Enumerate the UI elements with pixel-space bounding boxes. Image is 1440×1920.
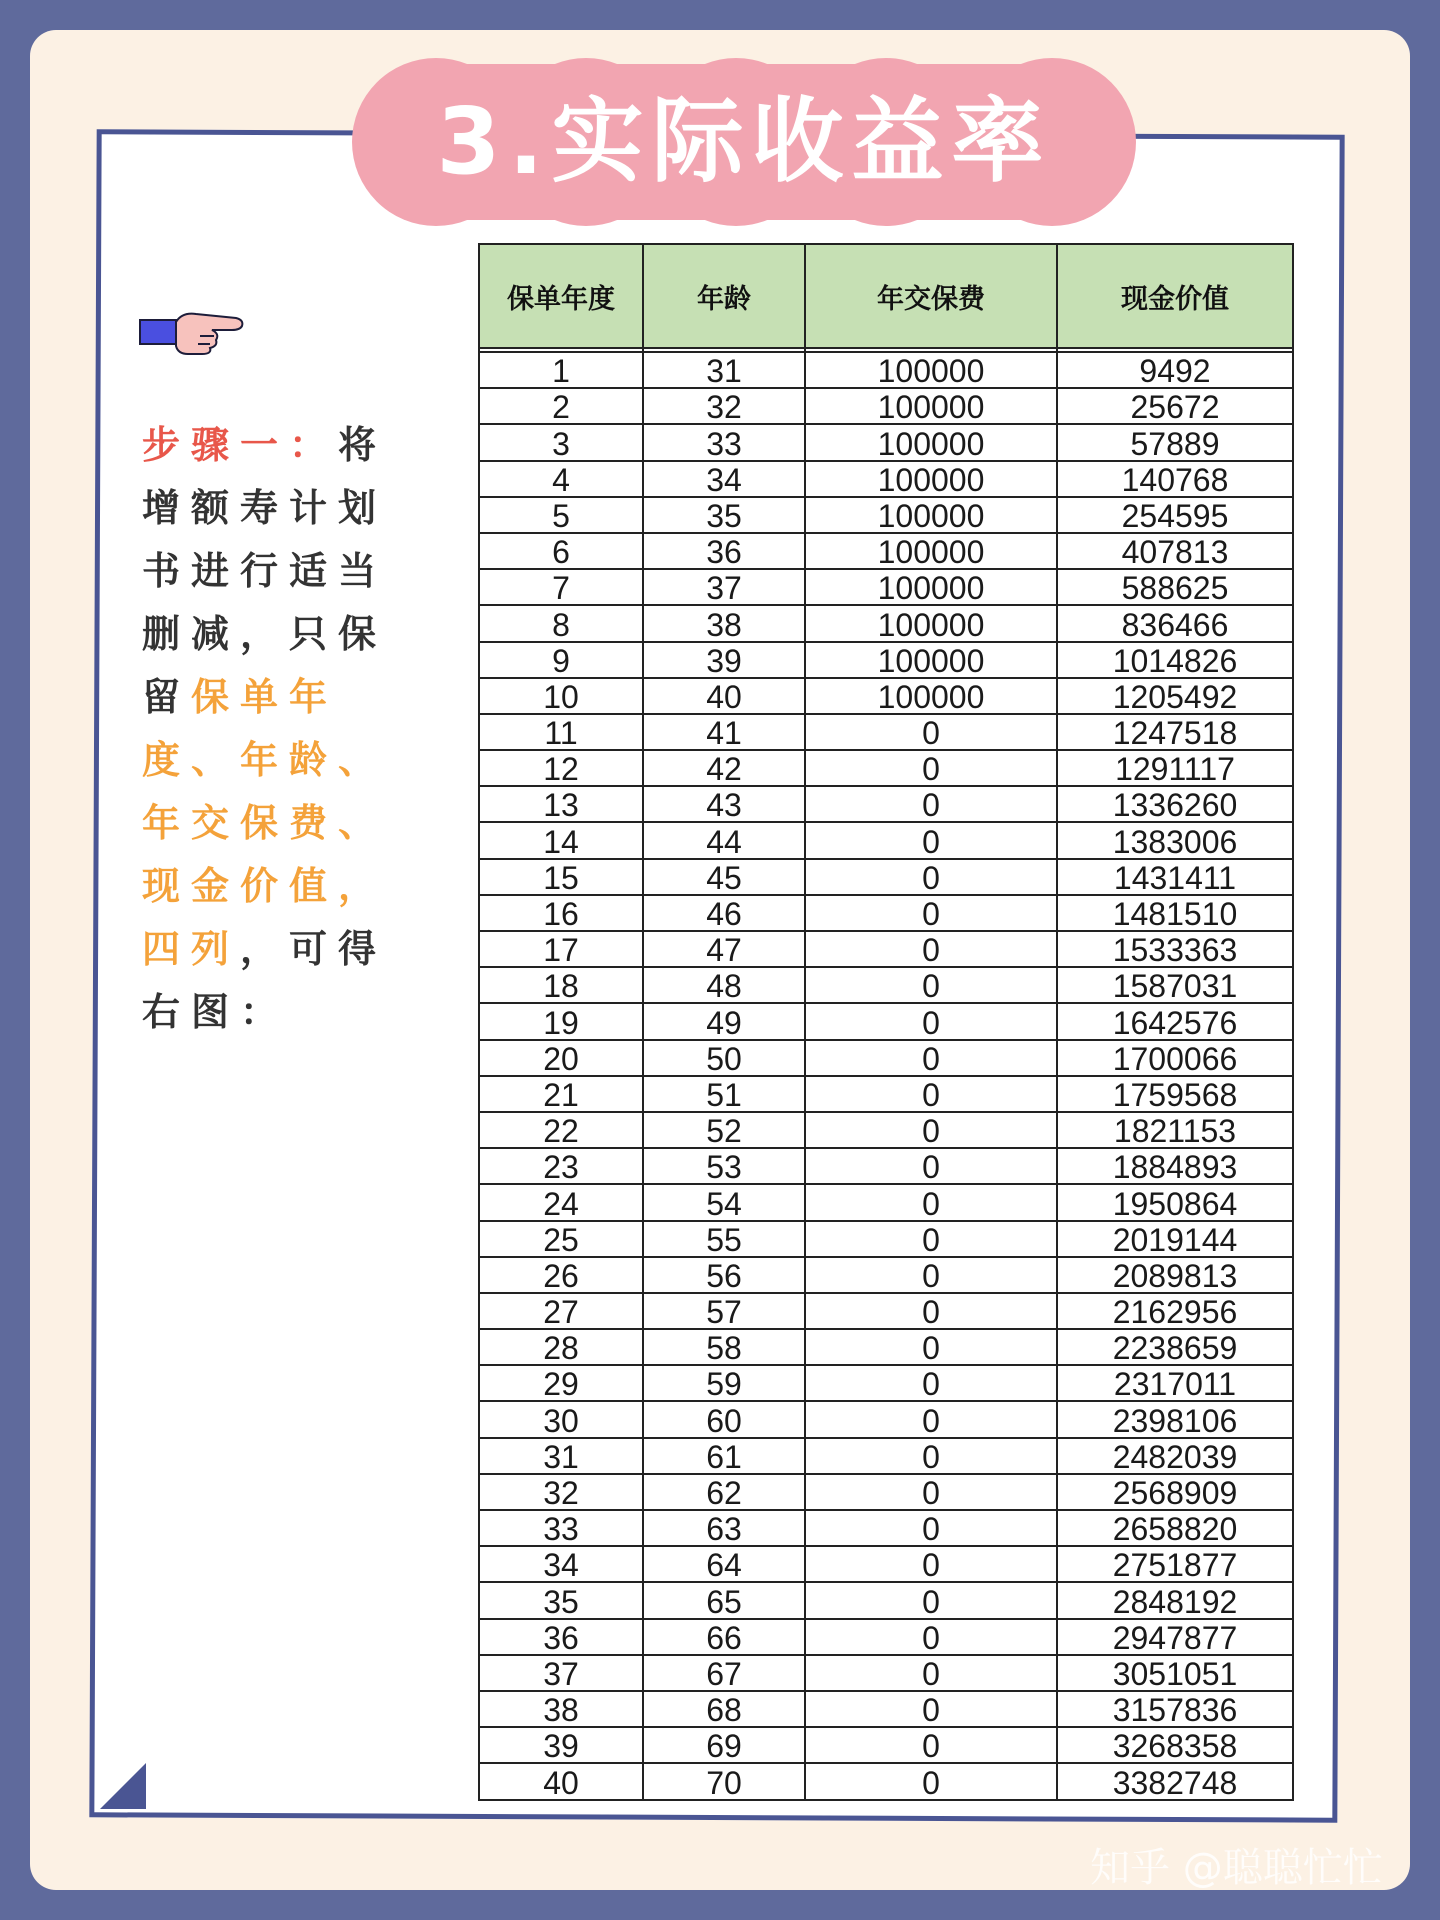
cell-annual-premium: 0 [805,1076,1057,1112]
cell-cash-value: 2568909 [1057,1474,1293,1510]
header-annual-premium: 年交保费 [805,244,1057,348]
cell-age: 52 [643,1112,805,1148]
cell-policy-year: 21 [479,1076,643,1112]
table-row [479,605,1293,641]
cell-policy-year: 9 [479,642,643,678]
cell-age: 60 [643,1401,805,1437]
cell-annual-premium: 0 [805,1184,1057,1220]
table-row [479,1438,1293,1474]
cell-policy-year: 19 [479,1003,643,1039]
table-row [479,533,1293,569]
cell-policy-year: 7 [479,569,643,605]
cell-cash-value: 2482039 [1057,1438,1293,1474]
cell-age: 37 [643,569,805,605]
cell-age: 51 [643,1076,805,1112]
cell-age: 68 [643,1691,805,1727]
cell-cash-value: 3268358 [1057,1727,1293,1763]
cell-annual-premium: 0 [805,1365,1057,1401]
table-row [479,1293,1293,1329]
cell-age: 45 [643,859,805,895]
cell-cash-value: 1587031 [1057,967,1293,1003]
table-row [479,1184,1293,1220]
step-text-2: ，可得右图： [142,927,388,1034]
cell-policy-year: 1 [479,352,643,388]
cell-policy-year: 28 [479,1329,643,1365]
table-row [479,750,1293,786]
cell-policy-year: 2 [479,388,643,424]
cell-policy-year: 25 [479,1221,643,1257]
cell-cash-value: 1336260 [1057,786,1293,822]
cell-policy-year: 27 [479,1293,643,1329]
cell-policy-year: 33 [479,1510,643,1546]
table-row [479,931,1293,967]
cell-annual-premium: 0 [805,1510,1057,1546]
cell-cash-value: 2019144 [1057,1221,1293,1257]
cell-annual-premium: 0 [805,1221,1057,1257]
cell-age: 31 [643,352,805,388]
cell-policy-year: 11 [479,714,643,750]
cell-policy-year: 4 [479,461,643,497]
cell-policy-year: 30 [479,1401,643,1437]
cell-age: 43 [643,786,805,822]
cell-policy-year: 16 [479,895,643,931]
cell-age: 65 [643,1582,805,1618]
step-highlight: 保单年度、年龄、年交保费、现金价值，四列 [142,675,388,971]
table-row [479,1474,1293,1510]
cell-age: 49 [643,1003,805,1039]
cell-annual-premium: 0 [805,1546,1057,1582]
cell-policy-year: 3 [479,424,643,460]
cell-age: 50 [643,1040,805,1076]
cell-cash-value: 1821153 [1057,1112,1293,1148]
cell-policy-year: 17 [479,931,643,967]
header-policy-year: 保单年度 [479,244,643,348]
cell-policy-year: 34 [479,1546,643,1582]
cell-annual-premium: 100000 [805,424,1057,460]
header-age: 年龄 [643,244,805,348]
cell-age: 44 [643,822,805,858]
cell-annual-premium: 100000 [805,388,1057,424]
cell-annual-premium: 100000 [805,678,1057,714]
cell-policy-year: 18 [479,967,643,1003]
cell-policy-year: 15 [479,859,643,895]
table-row [479,714,1293,750]
cell-policy-year: 8 [479,605,643,641]
cell-annual-premium: 100000 [805,569,1057,605]
cell-cash-value: 2238659 [1057,1329,1293,1365]
cell-annual-premium: 0 [805,1293,1057,1329]
cell-policy-year: 35 [479,1582,643,1618]
cell-cash-value: 2658820 [1057,1510,1293,1546]
table-row [479,1510,1293,1546]
table-body [479,348,1293,1800]
cell-cash-value: 836466 [1057,605,1293,641]
cell-annual-premium: 0 [805,931,1057,967]
cell-policy-year: 22 [479,1112,643,1148]
cell-policy-year: 13 [479,786,643,822]
cell-cash-value: 25672 [1057,388,1293,424]
cell-policy-year: 29 [479,1365,643,1401]
cell-cash-value: 407813 [1057,533,1293,569]
cell-age: 53 [643,1148,805,1184]
cell-cash-value: 57889 [1057,424,1293,460]
cell-cash-value: 3157836 [1057,1691,1293,1727]
cell-annual-premium: 100000 [805,642,1057,678]
cell-policy-year: 23 [479,1148,643,1184]
cell-age: 58 [643,1329,805,1365]
cell-cash-value: 588625 [1057,569,1293,605]
cell-age: 32 [643,388,805,424]
table-row [479,1691,1293,1727]
table-row [479,388,1293,424]
table-row [479,461,1293,497]
cell-cash-value: 3382748 [1057,1763,1293,1799]
cell-cash-value: 140768 [1057,461,1293,497]
table-row [479,1003,1293,1039]
table-row [479,1329,1293,1365]
cell-cash-value: 2751877 [1057,1546,1293,1582]
cell-age: 48 [643,967,805,1003]
cell-cash-value: 1205492 [1057,678,1293,714]
cell-age: 63 [643,1510,805,1546]
cell-cash-value: 1383006 [1057,822,1293,858]
watermark: 知乎 @聪聪忙忙 [1090,1845,1383,1891]
table-row [479,1655,1293,1691]
table-row [479,859,1293,895]
cell-age: 59 [643,1365,805,1401]
table-row [479,1221,1293,1257]
cell-annual-premium: 0 [805,1112,1057,1148]
table-row [479,352,1293,388]
cell-age: 42 [643,750,805,786]
paper-fold-corner [100,1763,146,1809]
cell-policy-year: 26 [479,1257,643,1293]
cell-cash-value: 1884893 [1057,1148,1293,1184]
cell-cash-value: 254595 [1057,497,1293,533]
cell-age: 46 [643,895,805,931]
cell-annual-premium: 100000 [805,461,1057,497]
cell-cash-value: 2162956 [1057,1293,1293,1329]
table-row [479,1727,1293,1763]
table-row [479,895,1293,931]
cell-age: 54 [643,1184,805,1220]
cell-annual-premium: 0 [805,1401,1057,1437]
cell-policy-year: 39 [479,1727,643,1763]
cell-cash-value: 1247518 [1057,714,1293,750]
cell-cash-value: 2089813 [1057,1257,1293,1293]
cell-age: 70 [643,1763,805,1799]
cell-annual-premium: 0 [805,822,1057,858]
cell-annual-premium: 100000 [805,605,1057,641]
cell-annual-premium: 0 [805,1040,1057,1076]
step-prefix: 步骤一： [142,423,339,467]
cell-cash-value: 1014826 [1057,642,1293,678]
cell-age: 47 [643,931,805,967]
table-row [479,1257,1293,1293]
cell-cash-value: 1481510 [1057,895,1293,931]
cell-annual-premium: 0 [805,1655,1057,1691]
cell-cash-value: 9492 [1057,352,1293,388]
table-row [479,642,1293,678]
cash-value-table [478,243,1294,1801]
table-row [479,1546,1293,1582]
cell-annual-premium: 0 [805,1148,1057,1184]
cell-annual-premium: 0 [805,1474,1057,1510]
cell-age: 69 [643,1727,805,1763]
table-row [479,1401,1293,1437]
cell-age: 62 [643,1474,805,1510]
page-title: 3.实际收益率 [436,88,1052,195]
cell-age: 56 [643,1257,805,1293]
cell-annual-premium: 0 [805,1003,1057,1039]
cell-annual-premium: 0 [805,1619,1057,1655]
cell-policy-year: 24 [479,1184,643,1220]
cell-age: 33 [643,424,805,460]
cell-age: 61 [643,1438,805,1474]
table-row [479,822,1293,858]
header-cash-value: 现金价值 [1057,244,1293,348]
cell-age: 64 [643,1546,805,1582]
table-row [479,569,1293,605]
pointing-hand-icon [138,308,248,358]
cell-cash-value: 2317011 [1057,1365,1293,1401]
cell-policy-year: 37 [479,1655,643,1691]
cell-age: 38 [643,605,805,641]
table-row [479,967,1293,1003]
table-row [479,1112,1293,1148]
cell-policy-year: 10 [479,678,643,714]
cell-policy-year: 20 [479,1040,643,1076]
cell-annual-premium: 0 [805,859,1057,895]
cell-cash-value: 2848192 [1057,1582,1293,1618]
table-row [479,1076,1293,1112]
cell-cash-value: 1431411 [1057,859,1293,895]
cell-annual-premium: 100000 [805,533,1057,569]
cell-annual-premium: 0 [805,714,1057,750]
cell-age: 40 [643,678,805,714]
cell-policy-year: 38 [479,1691,643,1727]
table-row [479,497,1293,533]
cell-age: 55 [643,1221,805,1257]
cell-annual-premium: 0 [805,1438,1057,1474]
cell-cash-value: 2947877 [1057,1619,1293,1655]
cell-annual-premium: 0 [805,1691,1057,1727]
table-row [479,678,1293,714]
cell-age: 66 [643,1619,805,1655]
cell-age: 39 [643,642,805,678]
cell-annual-premium: 0 [805,1257,1057,1293]
table-row [479,424,1293,460]
cell-annual-premium: 0 [805,1763,1057,1799]
table-row [479,1148,1293,1184]
cell-age: 57 [643,1293,805,1329]
cell-annual-premium: 0 [805,895,1057,931]
cell-cash-value: 1533363 [1057,931,1293,967]
cell-annual-premium: 0 [805,786,1057,822]
cell-annual-premium: 0 [805,1582,1057,1618]
cell-age: 34 [643,461,805,497]
cell-annual-premium: 100000 [805,352,1057,388]
cell-age: 35 [643,497,805,533]
table-row [479,1582,1293,1618]
cell-cash-value: 1759568 [1057,1076,1293,1112]
cell-policy-year: 31 [479,1438,643,1474]
cell-cash-value: 1642576 [1057,1003,1293,1039]
cell-policy-year: 40 [479,1763,643,1799]
cell-cash-value: 1291117 [1057,750,1293,786]
step-description [142,414,432,1044]
table-row [479,1365,1293,1401]
table-row [479,1040,1293,1076]
cell-cash-value: 1700066 [1057,1040,1293,1076]
table-row [479,1619,1293,1655]
cell-policy-year: 5 [479,497,643,533]
cell-annual-premium: 0 [805,750,1057,786]
cell-policy-year: 32 [479,1474,643,1510]
table-row [479,1763,1293,1799]
cell-age: 36 [643,533,805,569]
cell-policy-year: 36 [479,1619,643,1655]
cell-annual-premium: 0 [805,1329,1057,1365]
title-banner [352,58,1136,226]
cell-age: 67 [643,1655,805,1691]
step-text-1: 将增额寿计划书进行适当删减，只保留 [142,423,388,719]
cell-age: 41 [643,714,805,750]
cell-policy-year: 14 [479,822,643,858]
cell-annual-premium: 0 [805,967,1057,1003]
cell-policy-year: 6 [479,533,643,569]
cell-cash-value: 1950864 [1057,1184,1293,1220]
cell-cash-value: 2398106 [1057,1401,1293,1437]
cell-cash-value: 3051051 [1057,1655,1293,1691]
cell-policy-year: 12 [479,750,643,786]
table-row [479,786,1293,822]
table-header-row [479,244,1293,348]
cell-annual-premium: 0 [805,1727,1057,1763]
cell-annual-premium: 100000 [805,497,1057,533]
